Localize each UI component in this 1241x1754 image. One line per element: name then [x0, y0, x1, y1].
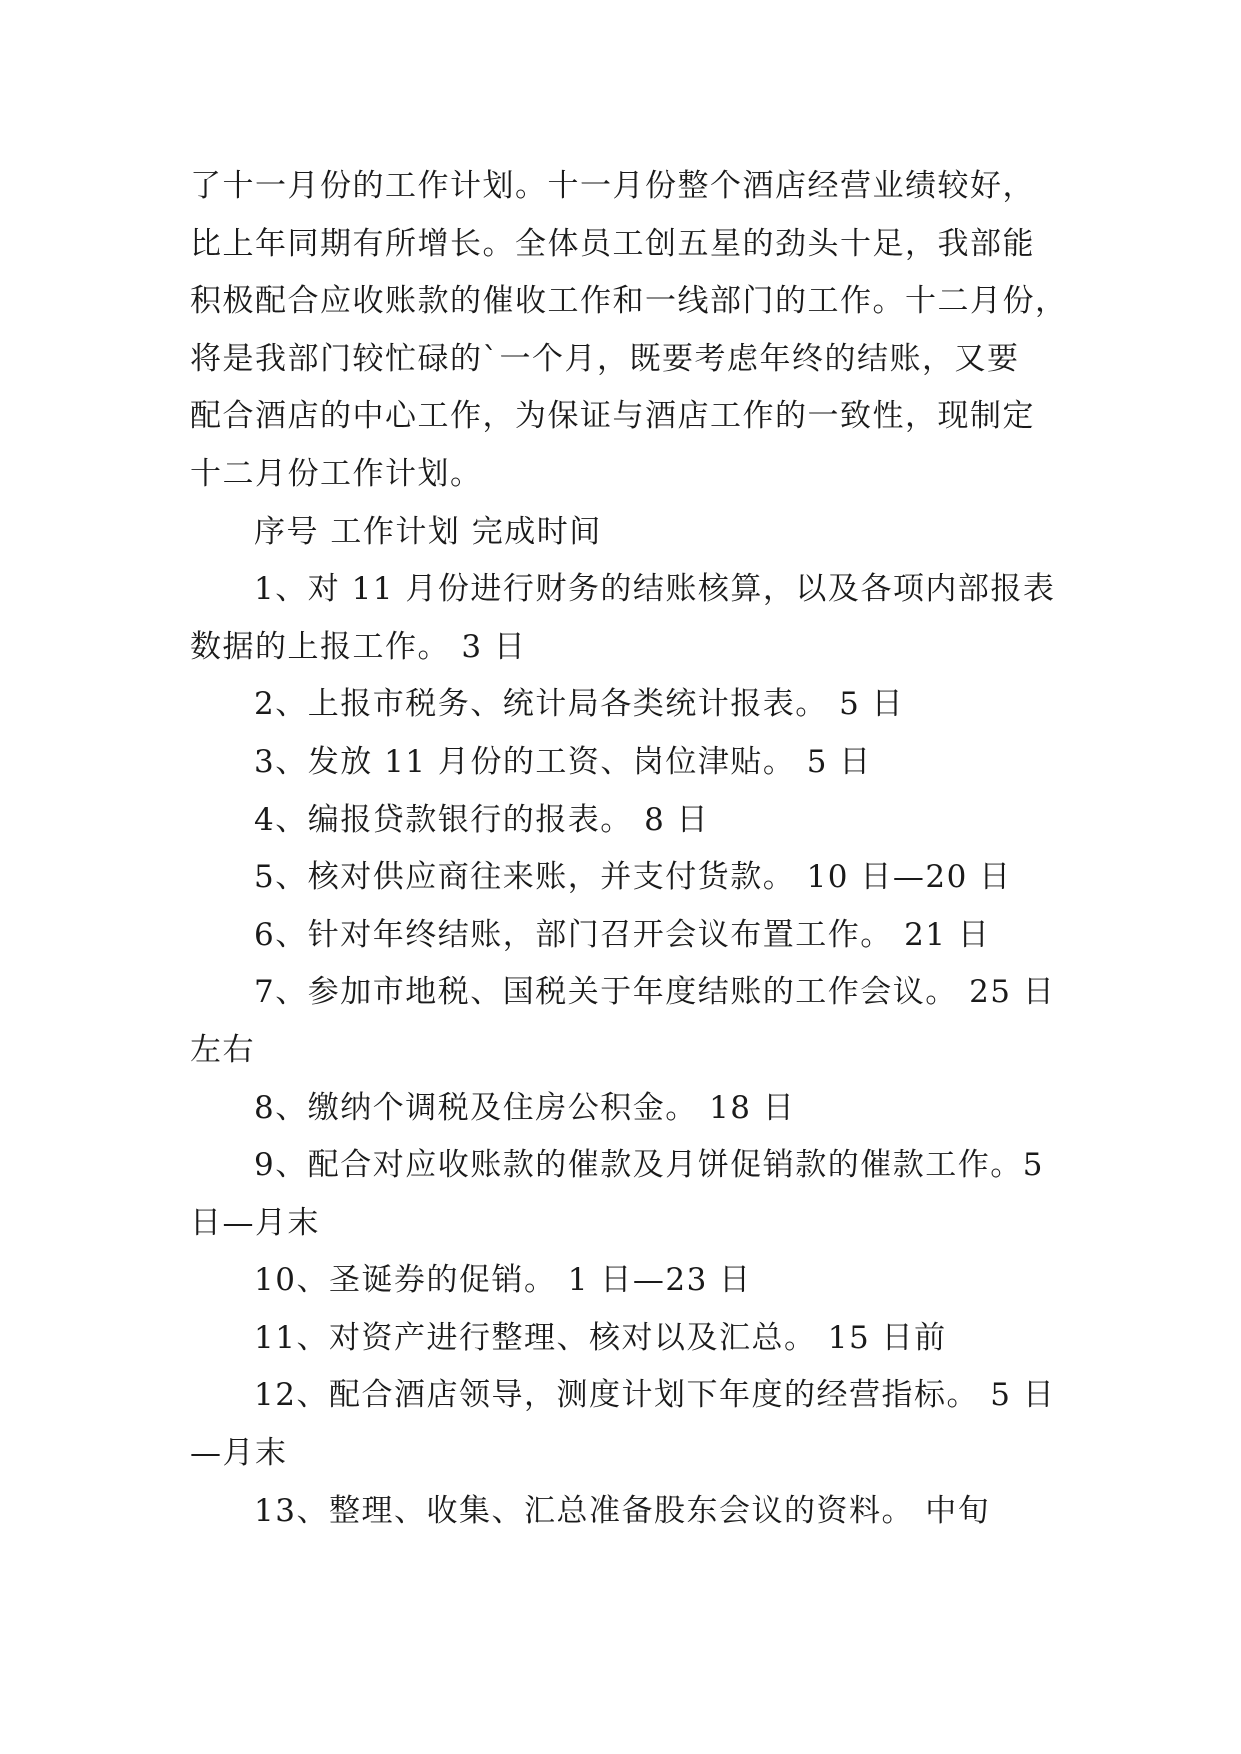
plan-item — [190, 792, 1090, 850]
plan-item — [190, 734, 1090, 792]
plan-item-line: 9、配合对应收账款的催款及月饼促销款的催款工作。5 — [254, 1147, 1044, 1184]
plan-item — [190, 1080, 1090, 1138]
plan-item — [190, 1252, 1090, 1310]
document-body — [190, 158, 1090, 1540]
intro-line: 将是我部门较忙碌的`一个月，既要考虑年终的结账，又要 — [190, 340, 1020, 377]
intro-line: 了十一月份的工作计划。十一月份整个酒店经营业绩较好， — [190, 168, 1035, 204]
plan-item-line: 数据的上报工作。 3 日 — [190, 628, 527, 665]
plan-item-line: —月末 — [190, 1435, 288, 1472]
plan-item — [190, 1137, 1090, 1252]
plan-item-line: 6、针对年终结账，部门召开会议布置工作。 21 日 — [254, 916, 991, 953]
plan-item-line: 11、对资产进行整理、核对以及汇总。 15 日前 — [254, 1319, 947, 1356]
intro-line: 比上年同期有所增长。全体员工创五星的劲头十足，我部能 — [190, 225, 1035, 262]
plan-item — [190, 1483, 1090, 1541]
plan-item-line: 1、对 11 月份进行财务的结账核算，以及各项内部报表 — [254, 571, 1056, 608]
plan-item-line: 7、参加市地税、国税关于年度结账的工作会议。 25 日 — [254, 974, 1056, 1011]
plan-item-line: 日—月末 — [190, 1204, 320, 1241]
plan-item-line: 13、整理、收集、汇总准备股东会议的资料。 中旬 — [254, 1492, 991, 1529]
plan-item — [190, 676, 1090, 734]
plan-item-line: 3、发放 11 月份的工资、岗位津贴。 5 日 — [254, 743, 872, 780]
plan-item — [190, 1310, 1090, 1368]
table-header: 序号 工作计划 完成时间 — [254, 513, 602, 550]
plan-item — [190, 964, 1090, 1079]
intro-line: 配合酒店的中心工作，为保证与酒店工作的一致性，现制定 — [190, 398, 1035, 435]
plan-item — [190, 849, 1090, 907]
plan-item-line: 左右 — [190, 1031, 255, 1068]
plan-item-line: 12、配合酒店领导，测度计划下年度的经营指标。 5 日 — [254, 1377, 1056, 1414]
plan-item-line: 2、上报市税务、统计局各类统计报表。 5 日 — [254, 686, 905, 723]
plan-item-line: 8、缴纳个调税及住房公积金。 18 日 — [254, 1089, 796, 1126]
plan-item-line: 10、圣诞券的促销。 1 日—23 日 — [254, 1262, 752, 1299]
intro-line: 十二月份工作计划。 — [190, 455, 483, 492]
plan-item — [190, 907, 1090, 965]
intro-line: 积极配合应收账款的催收工作和一线部门的工作。十二月份， — [190, 283, 1068, 320]
plan-item — [190, 1367, 1090, 1482]
plan-item-line: 5、核对供应商往来账，并支付货款。 10 日—20 日 — [254, 859, 1012, 896]
plan-item-line: 4、编报贷款银行的报表。 8 日 — [254, 801, 710, 838]
plan-item — [190, 561, 1090, 676]
